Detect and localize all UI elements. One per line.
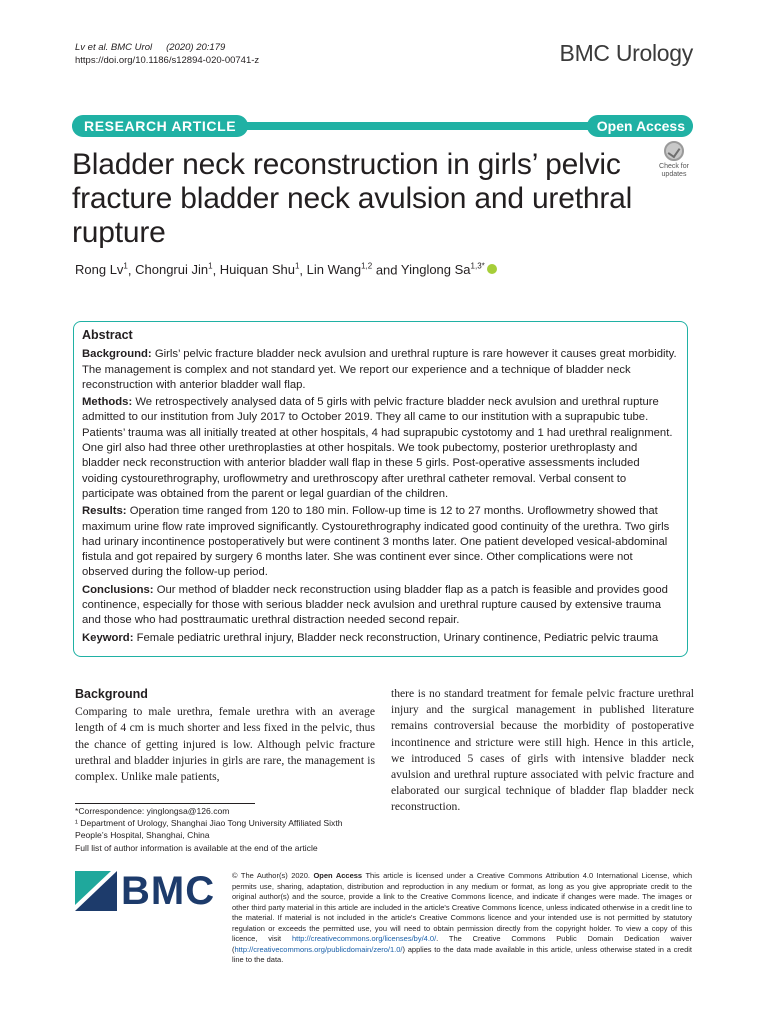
author[interactable]: Rong Lv$^1$	[75, 262, 128, 278]
author[interactable]: Chongrui Jin$^1$	[135, 262, 213, 278]
check-for-updates-line1: Check for	[659, 163, 689, 170]
doi-link[interactable]: https://doi.org/10.1186/s12894-020-00741-z	[75, 55, 260, 66]
correspondence: *Correspondence: yinglongsa@126.com	[75, 806, 230, 816]
article-type-badge: RESEARCH ARTICLE	[72, 115, 248, 137]
author[interactable]: Yinglong $Sa^{1,3*}$	[400, 262, 485, 278]
abstract-keywords: Keyword: Female pediatric urethral injury, Bladder neck reconstruction, Urinary continence, Pediatric pelvic trauma	[82, 631, 659, 644]
footnote-rule	[75, 803, 255, 804]
abstract-methods: Methods: We retrospectively analysed data of 5 girls with pelvic fracture bladder neck avulsion and urethral rupture admitted to our institution from July 2017 to October 2019. They all came to our institution with a suprapubic tube. Patients’ trauma was all initially treated at other hospitals, 4 had suprapubic cystotomy and 1 had urethral realignment. One girl also had three other urethroplasties at other hospitals. We took pubectomy, posterior urethroplasty and bladder neck reconstruction with anterior bladder wall flap in these 5 girls. Post-operative assessments included voiding cystourethrography, uroflowmetry and urethroscopy after urethral catheter removal. Verbal consent to participate was obtained from the parent or legal guardian of the children.	[82, 396, 673, 500]
body-paragraph: there is no standard treatment for female pelvic fracture urethral injury and the surgical management in published literature remains controversial because the morbidity of postoperative incontinence and stricture were still high. Hence in this article, we introduced 5 cases of girls with intensive bladder neck avulsion and urethral rupture associated with pelvic fracture and elaborated our surgical technique of bladder flap bladder neck reconstruction.	[391, 687, 694, 814]
orcid-icon[interactable]	[487, 264, 497, 274]
author[interactable]: Lin Wang$^{1,2}$	[306, 262, 373, 278]
check-for-updates-icon	[664, 141, 684, 161]
check-for-updates[interactable]	[653, 141, 695, 181]
abstract-conclusions: Conclusions: Our method of bladder neck reconstruction using bladder flap as a patch is feasible and provides good continence, especially for those with serious bladder neck avulsion and urethral rupture caused by extensive trauma and those who had posttraumatic urethral distraction needed second repair.	[82, 583, 668, 627]
journal-name: BMC Urology	[559, 40, 693, 66]
body-paragraph: Comparing to male urethra, female urethra with an average length of 4 cm is much shorter and less fixed in the pelvic, thus the chance of getting injured is low. Although pelvic fracture urethral and bladder injuries in girls are rare, the management is complex. Unlike male patients,	[75, 705, 375, 784]
article-title: Bladder neck reconstruction in girls’ pelvic fracture bladder neck avulsion and urethral rupture	[72, 148, 633, 249]
copyright: © The Author(s) 2020.	[232, 871, 310, 880]
abstract-box	[73, 321, 688, 657]
body-column-right	[391, 686, 694, 816]
citation-line	[75, 41, 259, 54]
body-column-left	[75, 686, 375, 785]
affiliation-1: ¹ Department of Urology, Shanghai Jiao Tong University Affiliated Sixth People’s Hospital, Shanghai, China	[75, 818, 343, 841]
author-list: Rong Lv$^1$, Chongrui Jin$^1$, Huiquan Shu$^1$, Lin Wang$^{1,2}$ and Yinglong $Sa^{1,3*}$	[75, 262, 497, 277]
section-heading-background: Background	[75, 687, 148, 701]
article-banner	[72, 115, 693, 137]
license-text: This article is licensed under a Creative Commons Attribution 4.0 International License, which permits use, sharing, adaptation, distribution and reproduction in any medium or format, as long as you give appropriate credit to the original author(s) and the source, provide a link to the Creative Commons licence, and indicate if changes were made. The images or other third party material in this article are included in the article's Creative Commons licence, unless indicated otherwise in a credit line to the material. If material is not included in the article's Creative Commons licence and your intended use is not permitted by statutory regulation or exceeds the permitted use, you will need to obtain permission directly from the copyright holder. To view a copy of this licence, visit	[232, 871, 692, 943]
open-access-badge: Open Access	[587, 115, 693, 137]
bmc-logo	[75, 871, 215, 911]
license-link[interactable]: http://creativecommons.org/licenses/by/4.0/	[291, 934, 437, 943]
bmc-logo-icon	[75, 871, 117, 911]
author[interactable]: Huiquan Shu$^1$	[219, 262, 300, 278]
license-open-access: Open Access	[313, 871, 363, 880]
citation-year: (2020)	[166, 42, 194, 53]
abstract-background: Background: Girls’ pelvic fracture bladder neck avulsion and urethral rupture is rare however it causes great morbidity. The management is complex and not standard yet. We report our experience and a technique of bladder neck reconstruction with anterior bladder wall flap.	[82, 348, 677, 391]
full-author-info-note: Full list of author information is available at the end of the article	[75, 842, 318, 853]
license-text: ) applies to the data made available in this article, unless otherwise stated in a credit line to the data.	[232, 944, 692, 964]
abstract-results: Results: Operation time ranged from 120 to 180 min. Follow-up time is 12 to 27 months. Uroflowmetry showed that maximum urine flow rate improved significantly. Cystourethrography indicated good continuity of the urethra. Two girls had urinary incontinence postoperatively but were continent 3 months later. One patient developed vesical-abdominal fistula and got repaired by surgery 6 months later. She was continent ever since. Other complications were not observed during the follow-up period.	[82, 505, 670, 579]
footnotes	[75, 805, 375, 854]
citation-block	[75, 41, 259, 67]
citation-authors: Lv et al.	[75, 42, 109, 53]
check-for-updates-line2: updates	[661, 171, 687, 178]
license-notice	[232, 871, 692, 966]
abstract-heading: Abstract	[82, 328, 133, 342]
cc0-link[interactable]: http://creativecommons.org/publicdomain/zero/1.0/	[234, 944, 403, 954]
citation-volume: 20:179	[196, 42, 226, 53]
bmc-logo-text: BMC	[121, 869, 216, 913]
license-text: . The Creative Commons Public Domain Dedication waiver (	[232, 934, 692, 954]
check-for-updates-label	[653, 163, 695, 179]
citation-journal: BMC Urol	[110, 42, 153, 53]
